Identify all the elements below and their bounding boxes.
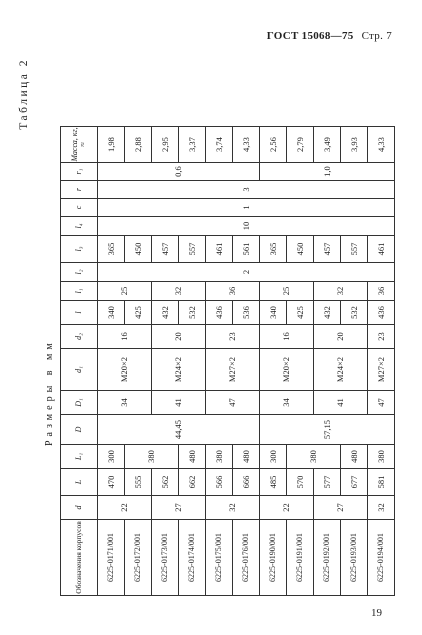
cell-L1: 300 <box>98 445 125 469</box>
row-designation: 6225-0171/001 <box>98 520 125 596</box>
cell-d1: M24×2 <box>152 349 206 391</box>
cell-L: 562 <box>152 469 179 496</box>
cell-l3: 450 <box>287 236 314 263</box>
cell-mass: 2,95 <box>152 127 179 163</box>
cell-l3: 461 <box>368 236 395 263</box>
cell-l3: 365 <box>260 236 287 263</box>
table-row <box>98 127 125 596</box>
cell-l1: 36 <box>368 282 395 301</box>
header-r1: r₁ <box>61 163 98 181</box>
cell-L: 581 <box>368 469 395 496</box>
cell-l3: 557 <box>179 236 206 263</box>
cell-d: 32 <box>368 496 395 520</box>
header-c: c <box>61 199 98 217</box>
cell-l: 340 <box>98 301 125 325</box>
cell-l: 425 <box>125 301 152 325</box>
cell-D: 57,15 <box>260 415 395 445</box>
cell-L1: 480 <box>179 445 206 469</box>
cell-l1: 25 <box>98 282 152 301</box>
rotated-table-block <box>18 52 386 596</box>
cell-l: 436 <box>368 301 395 325</box>
page-number: 19 <box>371 607 382 619</box>
cell-L: 662 <box>179 469 206 496</box>
cell-l: 536 <box>233 301 260 325</box>
header-l3: l₃ <box>61 236 98 263</box>
page-reference: Стр. 7 <box>361 30 392 42</box>
cell-L: 666 <box>233 469 260 496</box>
cell-d: 27 <box>152 496 206 520</box>
row-designation: 6225-0190/001 <box>260 520 287 596</box>
cell-d2: 23 <box>368 325 395 349</box>
cell-l1: 32 <box>314 282 368 301</box>
header-L: L <box>61 469 98 496</box>
cell-L: 577 <box>314 469 341 496</box>
cell-d2: 20 <box>314 325 368 349</box>
standard-number: ГОСТ 15068—75 <box>266 30 354 42</box>
cell-D: 44,45 <box>98 415 260 445</box>
cell-L1: 300 <box>260 445 287 469</box>
cell-r: 3 <box>98 181 395 199</box>
cell-l: 432 <box>314 301 341 325</box>
cell-l3: 557 <box>341 236 368 263</box>
cell-L1: 380 <box>125 445 179 469</box>
cell-d1: M24×2 <box>314 349 368 391</box>
cell-mass: 4,33 <box>368 127 395 163</box>
row-designation: 6225-0193/001 <box>341 520 368 596</box>
cell-L1: 380 <box>368 445 395 469</box>
header-L1: L₁ <box>61 445 98 469</box>
cell-l3: 457 <box>314 236 341 263</box>
cell-mass: 3,49 <box>314 127 341 163</box>
cell-r1: 1,0 <box>260 163 395 181</box>
cell-d: 27 <box>314 496 368 520</box>
cell-l: 436 <box>206 301 233 325</box>
header-mass: Масса, кг, ≈ <box>61 127 98 163</box>
header-l4: l₄ <box>61 217 98 236</box>
cell-d1: M20×2 <box>260 349 314 391</box>
header-d: d <box>61 496 98 520</box>
cell-l3: 457 <box>152 236 179 263</box>
cell-D1: 41 <box>314 391 368 415</box>
cell-d2: 20 <box>152 325 206 349</box>
cell-mass: 2,56 <box>260 127 287 163</box>
cell-d1: M27×2 <box>368 349 395 391</box>
row-designation: 6225-0173/001 <box>152 520 179 596</box>
cell-L1: 480 <box>341 445 368 469</box>
row-designation: 6225-0174/001 <box>179 520 206 596</box>
cell-l: 532 <box>179 301 206 325</box>
row-designation: 6225-0176/001 <box>233 520 260 596</box>
table-header-row <box>61 127 98 596</box>
dimensions-table <box>60 126 395 596</box>
cell-d: 32 <box>206 496 260 520</box>
cell-d2: 23 <box>206 325 260 349</box>
cell-r1: 0,6 <box>98 163 260 181</box>
cell-mass: 4,33 <box>233 127 260 163</box>
cell-l: 425 <box>287 301 314 325</box>
cell-l1: 25 <box>260 282 314 301</box>
cell-d2: 16 <box>260 325 314 349</box>
header-r: r <box>61 181 98 199</box>
cell-L1: 380 <box>206 445 233 469</box>
cell-l: 532 <box>341 301 368 325</box>
cell-l3: 561 <box>233 236 260 263</box>
cell-l: 432 <box>152 301 179 325</box>
row-designation: 6225-0172/001 <box>125 520 152 596</box>
header-l1: l₁ <box>61 282 98 301</box>
row-designation: 6225-0175/001 <box>206 520 233 596</box>
cell-mass: 1,98 <box>98 127 125 163</box>
cell-l1: 32 <box>152 282 206 301</box>
cell-c: 1 <box>98 199 395 217</box>
cell-l3: 450 <box>125 236 152 263</box>
cell-l3: 365 <box>98 236 125 263</box>
cell-D1: 41 <box>152 391 206 415</box>
cell-D1: 34 <box>98 391 152 415</box>
cell-l4: 10 <box>98 217 395 236</box>
cell-L: 485 <box>260 469 287 496</box>
header-d1: d₁ <box>61 349 98 391</box>
cell-d2: 16 <box>98 325 152 349</box>
cell-l: 340 <box>260 301 287 325</box>
cell-L: 470 <box>98 469 125 496</box>
cell-mass: 3,93 <box>341 127 368 163</box>
table-label: Таблица 2 <box>18 58 30 130</box>
cell-L: 677 <box>341 469 368 496</box>
cell-d1: M20×2 <box>98 349 152 391</box>
cell-l1: 36 <box>206 282 260 301</box>
cell-D1: 34 <box>260 391 314 415</box>
cell-L: 570 <box>287 469 314 496</box>
cell-L1: 380 <box>287 445 341 469</box>
header-D1: D₁ <box>61 391 98 415</box>
cell-mass: 3,37 <box>179 127 206 163</box>
row-designation: 6225-0192/001 <box>314 520 341 596</box>
row-designation: 6225-0191/001 <box>287 520 314 596</box>
sizes-caption: Размеры в мм <box>44 339 55 446</box>
cell-mass: 2,79 <box>287 127 314 163</box>
cell-l2: 2 <box>98 263 395 282</box>
cell-l3: 461 <box>206 236 233 263</box>
cell-mass: 2,88 <box>125 127 152 163</box>
cell-L: 555 <box>125 469 152 496</box>
cell-d1: M27×2 <box>206 349 260 391</box>
cell-D1: 47 <box>368 391 395 415</box>
header-designation: Обозначения корпусов <box>61 520 98 596</box>
header-d2: d₂ <box>61 325 98 349</box>
cell-mass: 3,74 <box>206 127 233 163</box>
row-designation: 6225-0194/001 <box>368 520 395 596</box>
cell-d: 22 <box>98 496 152 520</box>
header-D: D <box>61 415 98 445</box>
cell-L1: 480 <box>233 445 260 469</box>
cell-L: 566 <box>206 469 233 496</box>
cell-D1: 47 <box>206 391 260 415</box>
header-l2: l₂ <box>61 263 98 282</box>
page-header <box>267 30 392 42</box>
cell-d: 22 <box>260 496 314 520</box>
header-l: l <box>61 301 98 325</box>
